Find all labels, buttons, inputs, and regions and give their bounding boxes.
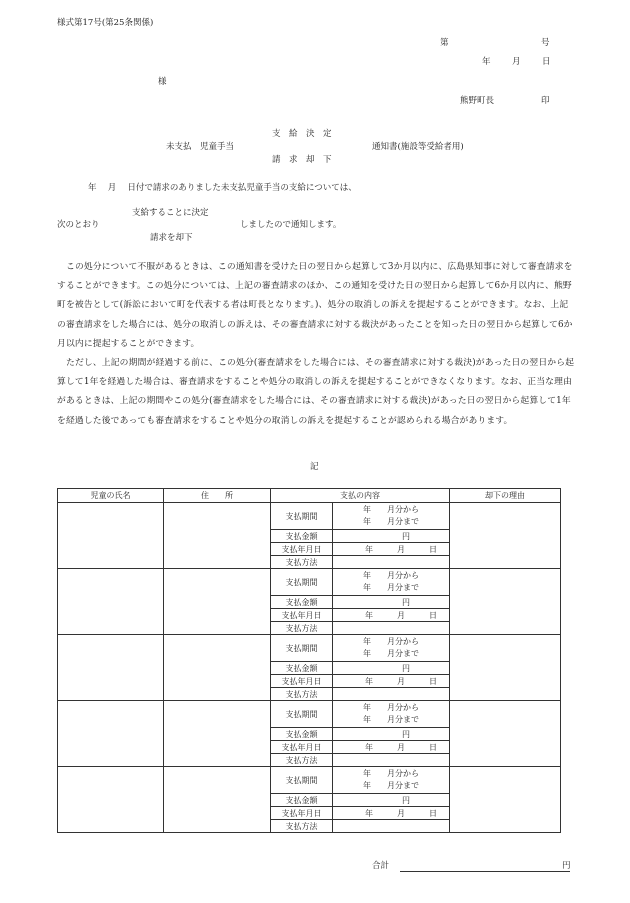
yen-unit: 円 — [402, 729, 410, 739]
table-row — [58, 767, 561, 794]
date-day: 日 — [429, 610, 437, 620]
label-period: 支払期間 — [271, 767, 333, 794]
value-amount[interactable] — [333, 662, 450, 675]
table-row — [58, 635, 561, 662]
period-from: 年 月分から — [363, 637, 419, 646]
child-name-cell[interactable] — [58, 701, 164, 767]
value-period[interactable] — [333, 569, 450, 596]
value-date[interactable] — [333, 609, 450, 622]
date-month: 月 — [397, 676, 405, 686]
period-from: 年 月分から — [363, 571, 419, 580]
date-day: 日 — [429, 676, 437, 686]
document-number-prefix: 第 — [440, 38, 449, 48]
address-cell[interactable] — [164, 569, 271, 635]
label-method: 支払方法 — [271, 556, 333, 569]
value-method[interactable] — [333, 820, 450, 833]
table-header-row — [58, 489, 561, 503]
period-to: 年 月分まで — [363, 715, 419, 724]
value-method[interactable] — [333, 688, 450, 701]
period-to: 年 月分まで — [363, 649, 419, 658]
address-cell[interactable] — [164, 635, 271, 701]
value-amount[interactable] — [333, 728, 450, 741]
address-cell[interactable] — [164, 701, 271, 767]
period-from: 年 月分から — [363, 703, 419, 712]
ki-heading: 記 — [310, 462, 319, 472]
label-amount: 支払金額 — [271, 662, 333, 675]
label-period: 支払期間 — [271, 569, 333, 596]
table-row — [58, 569, 561, 596]
child-name-cell[interactable] — [58, 635, 164, 701]
date-month: 月 — [397, 544, 405, 554]
date-day: 日 — [429, 742, 437, 752]
address-cell[interactable] — [164, 503, 271, 569]
address-cell[interactable] — [164, 767, 271, 833]
value-date[interactable] — [333, 543, 450, 556]
notice-body — [57, 258, 575, 431]
table-row — [58, 503, 561, 530]
total-label: 合計 — [372, 861, 390, 871]
period-from: 年 月分から — [363, 505, 419, 514]
label-date: 支払年月日 — [271, 609, 333, 622]
title-right: 通知書(施設等受給者用) — [372, 142, 464, 152]
value-date[interactable] — [333, 807, 450, 820]
date-month: 月 — [397, 742, 405, 752]
addressee-suffix: 様 — [158, 77, 167, 87]
label-period: 支払期間 — [271, 635, 333, 662]
intro-suffix: しましたので通知します。 — [240, 220, 342, 230]
child-name-cell[interactable] — [58, 503, 164, 569]
value-period[interactable] — [333, 635, 450, 662]
label-method: 支払方法 — [271, 754, 333, 767]
total-amount-line — [400, 870, 570, 872]
child-name-cell[interactable] — [58, 767, 164, 833]
payment-table — [57, 488, 561, 833]
label-period: 支払期間 — [271, 503, 333, 530]
period-to: 年 月分まで — [363, 517, 419, 526]
title-left: 未支払 児童手当 — [166, 142, 235, 152]
issuer-name: 熊野町長 — [460, 96, 495, 106]
period-to: 年 月分まで — [363, 781, 419, 790]
value-period[interactable] — [333, 701, 450, 728]
intro-sentence: 年 月 日付で請求のありました未支払児童手当の支給については、 — [88, 183, 357, 193]
issue-day: 日 — [542, 57, 551, 67]
value-method[interactable] — [333, 754, 450, 767]
intro-option-reject: 請求を却下 — [150, 233, 193, 243]
date-year: 年 — [365, 676, 373, 686]
value-amount[interactable] — [333, 530, 450, 543]
table-row — [58, 701, 561, 728]
header-address: 住 所 — [164, 489, 271, 503]
date-year: 年 — [365, 610, 373, 620]
label-date: 支払年月日 — [271, 807, 333, 820]
rejection-reason-cell[interactable] — [450, 767, 561, 833]
label-amount: 支払金額 — [271, 530, 333, 543]
date-year: 年 — [365, 808, 373, 818]
yen-unit: 円 — [402, 795, 410, 805]
label-date: 支払年月日 — [271, 675, 333, 688]
date-month: 月 — [397, 808, 405, 818]
child-name-cell[interactable] — [58, 569, 164, 635]
notice-paragraph-2: ただし、上記の期間が経過する前に、この処分(審査請求をした場合には、その審査請求に対する裁決)があった日の翌日から起算して1年を経過した場合は、審査請求をすることや処分の取消しの訴えを提起することができなくなります。なお、正当な理由があるときは、上記の期間やこの処分(審査請求をした場合には、その審査請求に対する裁決)があった日の翌日から起算して1年を経過した後であっても審査請求をすることや処分の取消しの訴えを提起することが認められる場合があります。 — [57, 358, 575, 426]
date-year: 年 — [365, 742, 373, 752]
value-amount[interactable] — [333, 794, 450, 807]
title-decision: 支 給 決 定 — [272, 129, 332, 139]
date-day: 日 — [429, 808, 437, 818]
issue-month: 月 — [512, 57, 521, 67]
period-to: 年 月分まで — [363, 583, 419, 592]
intro-prefix: 次のとおり — [57, 220, 100, 230]
label-date: 支払年月日 — [271, 543, 333, 556]
label-amount: 支払金額 — [271, 794, 333, 807]
label-amount: 支払金額 — [271, 596, 333, 609]
date-month: 月 — [397, 610, 405, 620]
value-period[interactable] — [333, 767, 450, 794]
value-amount[interactable] — [333, 596, 450, 609]
rejection-reason-cell[interactable] — [450, 503, 561, 569]
period-from: 年 月分から — [363, 769, 419, 778]
label-method: 支払方法 — [271, 622, 333, 635]
document-number-suffix: 号 — [541, 38, 550, 48]
header-payment-content: 支払の内容 — [271, 489, 450, 503]
value-date[interactable] — [333, 675, 450, 688]
rejection-reason-cell[interactable] — [450, 635, 561, 701]
yen-unit: 円 — [402, 663, 410, 673]
notice-paragraph-1: この処分について不服があるときは、この通知書を受けた日の翌日から起算して3か月以内に、広島県知事に対して審査請求をすることができます。この処分については、上記の審査請求のほか、この通知を受けた日の翌日から起算して6か月以内に、熊野町を被告として(訴訟において町を代表する者は町長となります。)、処分の取消しの訴えを提起することができます。なお、上記の審査請求をした場合には、処分の取消しの訴えは、その審査請求に対する裁決があったことを知った日の翌日から起算して6か月以内に提起することができます。 — [57, 262, 573, 349]
header-rejection-reason: 却下の理由 — [450, 489, 561, 503]
total-yen: 円 — [562, 861, 571, 871]
date-day: 日 — [429, 544, 437, 554]
label-date: 支払年月日 — [271, 741, 333, 754]
yen-unit: 円 — [402, 531, 410, 541]
title-rejection: 請 求 却 下 — [272, 155, 332, 165]
label-method: 支払方法 — [271, 688, 333, 701]
rejection-reason-cell[interactable] — [450, 701, 561, 767]
rejection-reason-cell[interactable] — [450, 569, 561, 635]
date-year: 年 — [365, 544, 373, 554]
label-period: 支払期間 — [271, 701, 333, 728]
yen-unit: 円 — [402, 597, 410, 607]
header-child-name: 児童の氏名 — [58, 489, 164, 503]
label-method: 支払方法 — [271, 820, 333, 833]
label-amount: 支払金額 — [271, 728, 333, 741]
value-method[interactable] — [333, 622, 450, 635]
intro-option-approve: 支給することに決定 — [132, 208, 209, 218]
form-number: 様式第17号(第25条関係) — [57, 18, 154, 28]
value-period[interactable] — [333, 503, 450, 530]
seal-mark: 印 — [541, 96, 550, 106]
value-date[interactable] — [333, 741, 450, 754]
value-method[interactable] — [333, 556, 450, 569]
issue-year: 年 — [482, 57, 491, 67]
